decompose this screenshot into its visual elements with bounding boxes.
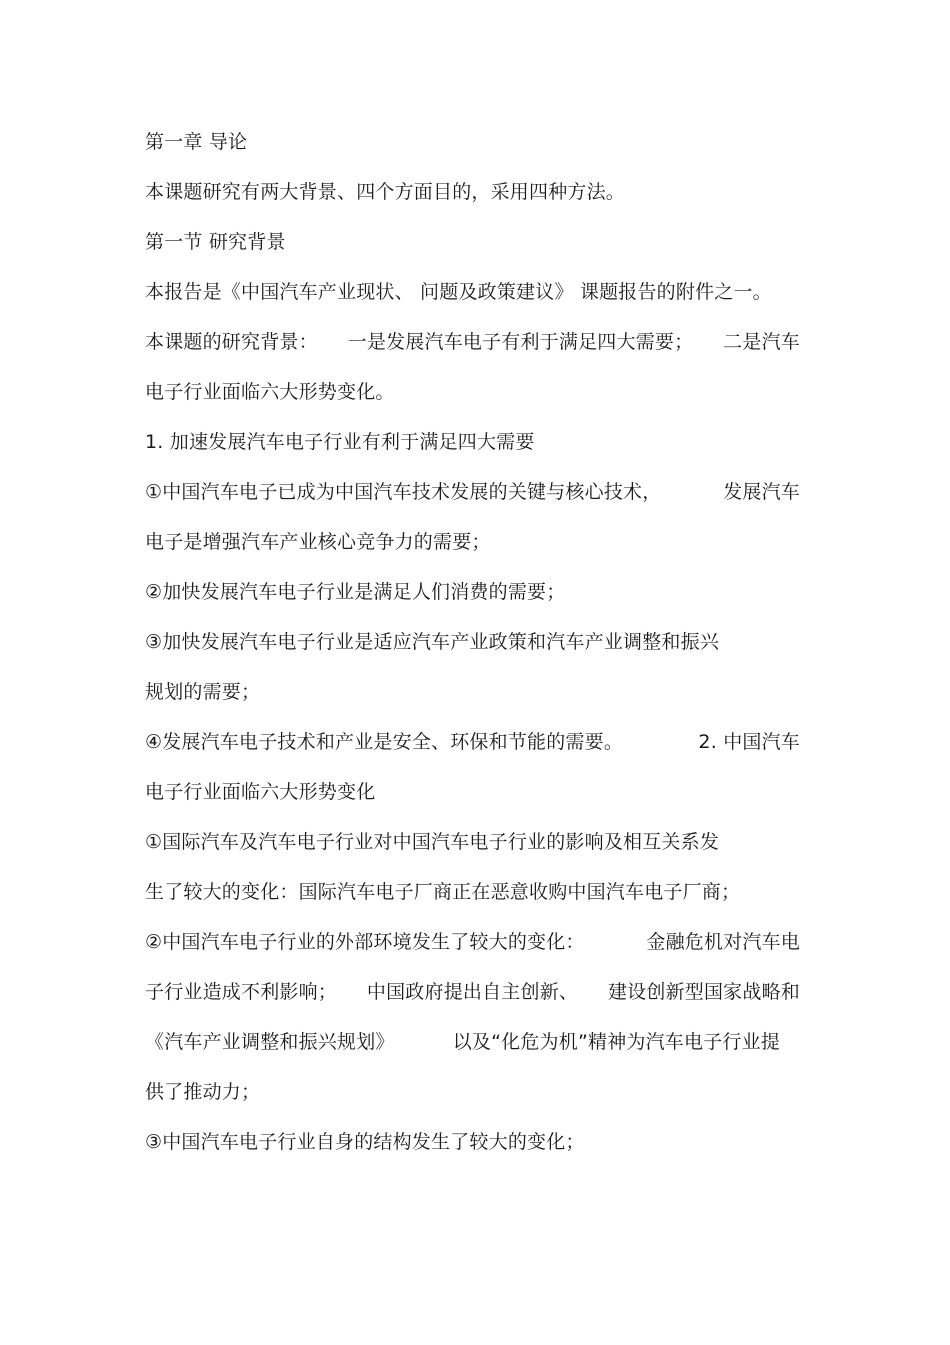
- text-segment: ①中国汽车电子已成为中国汽车技术发展的关键与核心技术，: [145, 481, 662, 503]
- text-segment: 二是汽车: [723, 331, 800, 353]
- text-segment: 中国政府提出自主创新、: [366, 981, 579, 1003]
- paragraph-line: ①国际汽车及汽车电子行业对中国汽车电子行业的影响及相互关系发: [145, 831, 720, 853]
- paragraph-line: ③中国汽车电子行业自身的结构发生了较大的变化；: [145, 1131, 585, 1153]
- paragraph-line: [145, 930, 800, 954]
- section-heading: 第一节 研究背景: [145, 231, 286, 253]
- paragraph-line: [145, 480, 800, 504]
- text-segment: 2. 中国汽车: [698, 731, 800, 753]
- paragraph-line: ②加快发展汽车电子行业是满足人们消费的需要；: [145, 581, 566, 603]
- text-segment: 本课题的研究背景：: [145, 331, 318, 353]
- paragraph-line: [145, 730, 800, 754]
- subheading: 1. 加速发展汽车电子行业有利于满足四大需要: [145, 431, 535, 453]
- text-segment: 一是发展汽车电子有利于满足四大需要；: [347, 331, 694, 353]
- paragraph-line: [145, 1030, 780, 1054]
- paragraph-line: ③加快发展汽车电子行业是适应汽车产业政策和汽车产业调整和振兴: [145, 631, 720, 653]
- paragraph-line: 电子是增强汽车产业核心竞争力的需要；: [145, 531, 491, 553]
- paragraph-line: 本报告是《中国汽车产业现状、 问题及政策建议》 课题报告的附件之一。: [145, 281, 772, 303]
- text-segment: 金融危机对汽车电: [646, 931, 800, 953]
- text-segment: 建设创新型国家战略和: [607, 981, 800, 1003]
- text-segment: 《汽车产业调整和振兴规划》: [145, 1031, 395, 1053]
- chapter-heading: 第一章 导论: [145, 131, 248, 153]
- text-segment: 以及“化危为机”精神为汽车电子行业提: [452, 1031, 780, 1053]
- paragraph-line: 供了推动力；: [145, 1081, 261, 1103]
- paragraph-line: [145, 330, 800, 354]
- paragraph-line: 电子行业面临六大形势变化。: [145, 381, 395, 403]
- text-segment: ②中国汽车电子行业的外部环境发生了较大的变化：: [145, 931, 585, 953]
- text-segment: 发展汽车: [723, 481, 800, 503]
- text-segment: ④发展汽车电子技术和产业是安全、环保和节能的需要。: [145, 731, 624, 753]
- paragraph-line: 规划的需要；: [145, 681, 261, 703]
- text-segment: 子行业造成不利影响；: [145, 981, 338, 1003]
- paragraph-line: 生了较大的变化：国际汽车电子厂商正在恶意收购中国汽车电子厂商；: [145, 881, 741, 903]
- paragraph-line: 电子行业面临六大形势变化: [145, 781, 376, 803]
- paragraph-line: [145, 980, 800, 1004]
- paragraph-line: 本课题研究有两大背景、四个方面目的，采用四种方法。: [145, 181, 626, 203]
